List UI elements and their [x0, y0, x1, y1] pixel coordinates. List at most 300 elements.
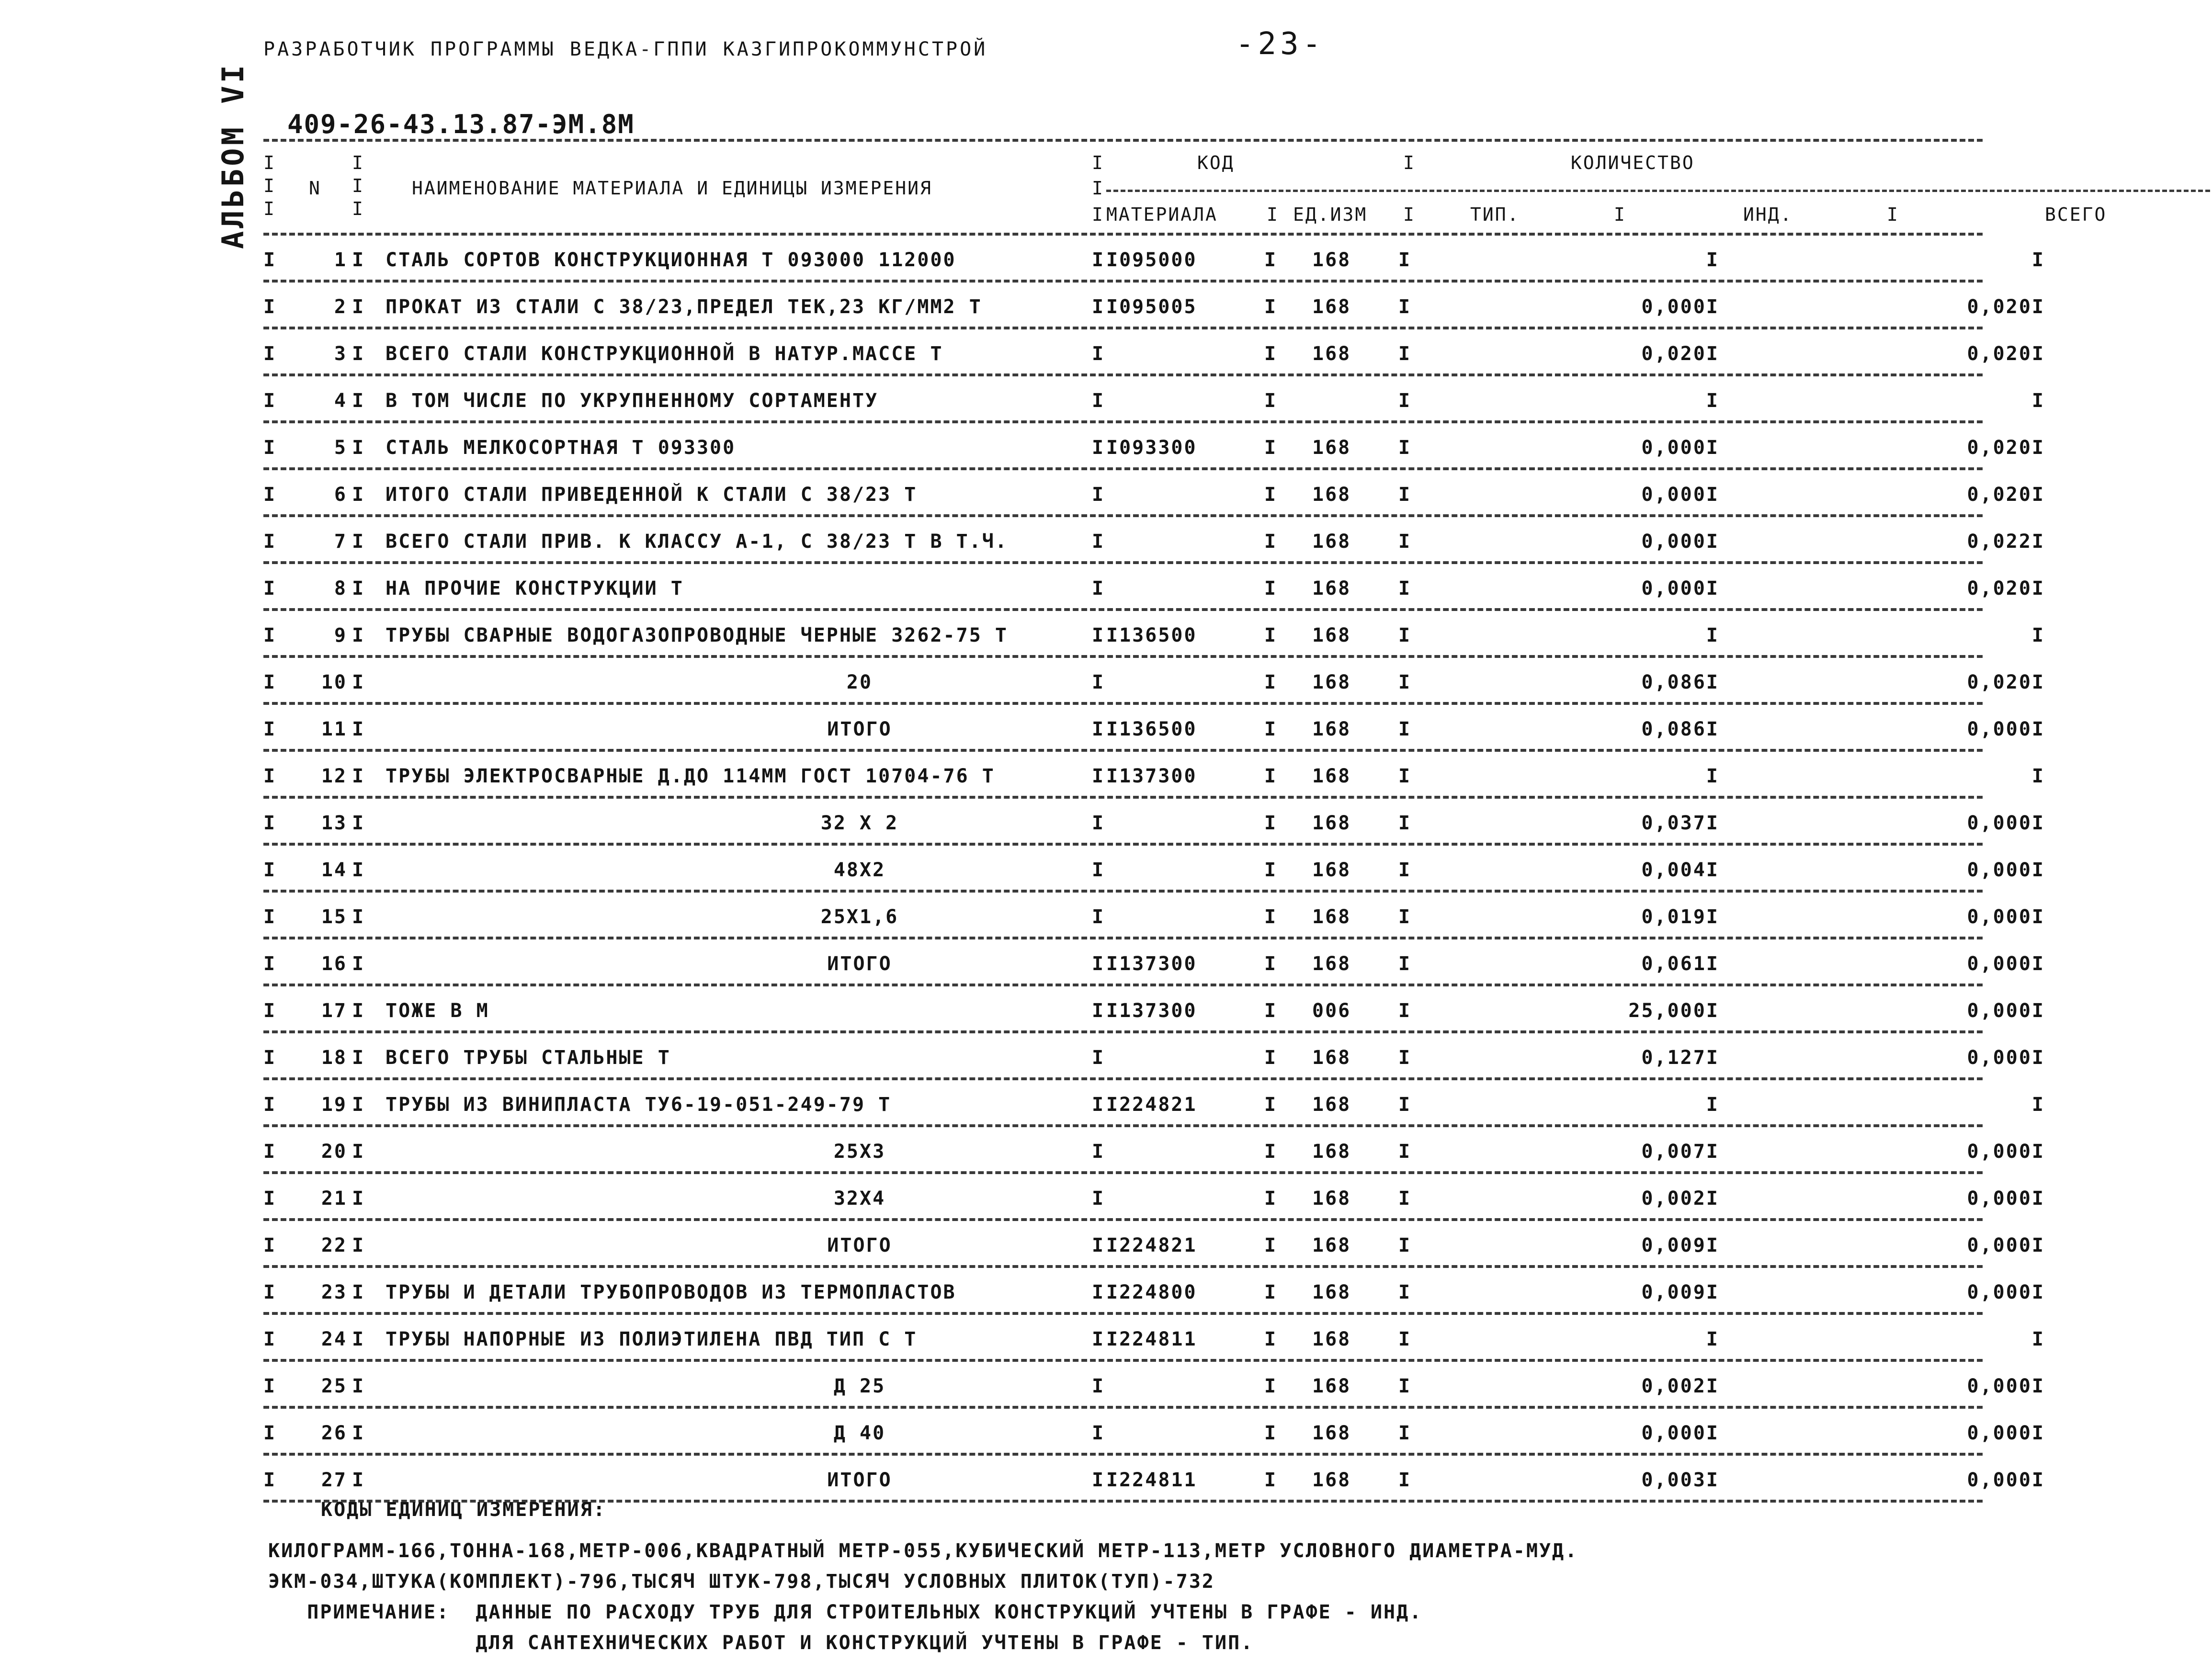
header-border: I: [1267, 204, 1279, 225]
row-qty-ind: 0,020I: [1967, 671, 2045, 693]
row-qty-total: [2050, 1281, 2212, 1303]
row-qty-ind: 0,020I: [1967, 296, 2045, 318]
row-unit-code: 168: [1312, 859, 1351, 881]
row-border: I: [1398, 1047, 1412, 1069]
row-border: I: [352, 531, 365, 553]
header-border: I: [1092, 152, 1104, 173]
row-unit-code: 168: [1312, 1141, 1351, 1163]
row-border: I: [1264, 249, 1278, 271]
row-border: I: [352, 1281, 365, 1303]
header-quantity: КОЛИЧЕСТВО: [1571, 152, 1695, 173]
row-number: 7: [334, 531, 347, 553]
row-border: I: [1092, 812, 1105, 834]
row-number: 18: [321, 1047, 347, 1069]
row-unit-code: 168: [1312, 249, 1351, 271]
row-qty-ind: 0,020I: [1967, 484, 2045, 506]
row-border: I: [1398, 531, 1412, 553]
row-qty-ind: I: [2031, 765, 2045, 787]
row-border: I: [352, 812, 365, 834]
row-unit-code: 168: [1312, 1188, 1351, 1210]
table-row: [263, 1221, 2045, 1265]
row-border: I: [352, 1141, 365, 1163]
row-border: I: [1092, 1328, 1105, 1350]
row-name: Д 40: [833, 1422, 886, 1444]
table-row: [263, 752, 2045, 796]
row-border: I: [352, 1047, 365, 1069]
row-qty-typ: I: [1706, 249, 1719, 271]
row-number: 20: [321, 1141, 347, 1163]
codes-title: КОДЫ ЕДИНИЦ ИЗМЕРЕНИЯ:: [321, 1499, 606, 1521]
row-material-code: I095000: [1106, 249, 1197, 271]
album-label: АЛЬБОМ VI: [216, 62, 250, 249]
row-name: ИТОГО: [827, 953, 892, 975]
page-number: -23-: [1236, 26, 1325, 62]
row-qty-ind: 0,000I: [1967, 1469, 2045, 1491]
row-material-code: I224821: [1106, 1234, 1197, 1256]
row-number: 24: [321, 1328, 347, 1350]
header-border-left: I: [263, 198, 276, 219]
row-qty-ind: 0,000I: [1967, 718, 2045, 740]
header-name: НАИМЕНОВАНИЕ МАТЕРИАЛА И ЕДИНИЦЫ ИЗМЕРЕНИЯ: [412, 178, 932, 199]
row-material-code: I095005: [1106, 296, 1197, 318]
row-border: I: [1398, 1141, 1412, 1163]
row-border: I: [1092, 1094, 1105, 1116]
row-unit-code: 168: [1312, 953, 1351, 975]
row-unit-code: 168: [1312, 1375, 1351, 1397]
row-qty-ind: I: [2031, 1094, 2045, 1116]
row-unit-code: 168: [1312, 1047, 1351, 1069]
row-border-left: I: [263, 1000, 277, 1022]
row-border: I: [352, 1234, 365, 1256]
row-number: 5: [334, 437, 347, 459]
table-row: [263, 236, 2045, 280]
table-row: [263, 1080, 2045, 1124]
row-qty-typ: 0,000I: [1641, 484, 1719, 506]
header-q-total: ВСЕГО: [2045, 204, 2107, 225]
row-qty-ind: 0,000I: [1967, 953, 2045, 975]
row-number: 6: [334, 484, 347, 506]
row-border-left: I: [263, 531, 277, 553]
header-num: N: [309, 178, 321, 199]
row-border: I: [352, 1094, 365, 1116]
row-number: 27: [321, 1469, 347, 1491]
row-qty-ind: 0,000I: [1967, 859, 2045, 881]
row-number: 16: [321, 953, 347, 975]
row-qty-typ: 0,000I: [1641, 1422, 1719, 1444]
row-material-code: I137300: [1106, 765, 1197, 787]
row-name: ИТОГО: [827, 1234, 892, 1256]
row-border: I: [352, 1422, 365, 1444]
header-border: I: [1614, 204, 1626, 225]
row-border: I: [1398, 484, 1412, 506]
row-number: 8: [334, 577, 347, 599]
header-code-material: МАТЕРИАЛА: [1106, 204, 1218, 225]
row-border: I: [1092, 718, 1105, 740]
row-border: I: [1092, 671, 1105, 693]
row-name: Д 25: [833, 1375, 886, 1397]
row-material-code: I224800: [1106, 1281, 1197, 1303]
row-border: I: [1264, 1094, 1278, 1116]
row-name: СТАЛЬ МЕЛКОСОРТНАЯ Т 093300: [386, 437, 736, 459]
table-row: [263, 893, 2045, 937]
row-qty-total: [2050, 437, 2212, 459]
row-qty-ind: I: [2031, 390, 2045, 412]
row-unit-code: 006: [1312, 1000, 1351, 1022]
table-row: [263, 376, 2045, 420]
row-number: 21: [321, 1188, 347, 1210]
row-name: ИТОГО СТАЛИ ПРИВЕДЕННОЙ К СТАЛИ С 38/23 Т: [386, 484, 918, 506]
table-row: [263, 1033, 2045, 1077]
row-border: I: [1264, 390, 1278, 412]
row-border: I: [1264, 812, 1278, 834]
row-name: 32 X 2: [820, 812, 899, 834]
row-unit-code: 168: [1312, 812, 1351, 834]
row-border: I: [1398, 1000, 1412, 1022]
row-unit-code: 168: [1312, 671, 1351, 693]
row-qty-ind: 0,020I: [1967, 343, 2045, 365]
row-border: I: [1398, 1234, 1412, 1256]
row-border: I: [1264, 1469, 1278, 1491]
row-number: 11: [321, 718, 347, 740]
row-name: ТОЖЕ В М: [386, 1000, 489, 1022]
row-qty-ind: 0,020I: [1967, 577, 2045, 599]
table-row: [263, 423, 2045, 467]
row-border-left: I: [263, 812, 277, 834]
row-border: I: [1092, 1141, 1105, 1163]
row-material-code: I137300: [1106, 953, 1197, 975]
row-qty-ind: 0,000I: [1967, 1422, 2045, 1444]
row-border: I: [352, 624, 365, 646]
row-border: I: [1398, 953, 1412, 975]
row-border: I: [1398, 1422, 1412, 1444]
row-qty-total: [2050, 906, 2212, 928]
table-row: [263, 705, 2045, 749]
row-border: I: [352, 343, 365, 365]
row-border: I: [1264, 484, 1278, 506]
row-unit-code: 168: [1312, 343, 1351, 365]
row-border: I: [1398, 1094, 1412, 1116]
table-row: [263, 986, 2045, 1030]
header-border: I: [1403, 204, 1416, 225]
row-border: I: [352, 437, 365, 459]
row-border: I: [1264, 531, 1278, 553]
row-border-left: I: [263, 1469, 277, 1491]
row-number: 22: [321, 1234, 347, 1256]
row-qty-typ: I: [1706, 1328, 1719, 1350]
row-number: 13: [321, 812, 347, 834]
row-qty-typ: 0,009I: [1641, 1281, 1719, 1303]
row-qty-total: [2050, 671, 2212, 693]
row-qty-total: [2050, 859, 2212, 881]
table-row: [263, 1315, 2045, 1359]
row-border: I: [1264, 1234, 1278, 1256]
row-border-left: I: [263, 577, 277, 599]
row-material-code: I224811: [1106, 1469, 1197, 1491]
header-code: КОД: [1197, 152, 1235, 173]
row-qty-typ: 0,020I: [1641, 343, 1719, 365]
row-border: I: [1092, 1234, 1105, 1256]
row-material-code: I224821: [1106, 1094, 1197, 1116]
header-q-typ: ТИП.: [1470, 204, 1520, 225]
row-border-left: I: [263, 906, 277, 928]
row-unit-code: 168: [1312, 437, 1351, 459]
row-border: I: [1398, 765, 1412, 787]
row-qty-typ: 0,127I: [1641, 1047, 1719, 1069]
row-border: I: [1092, 1375, 1105, 1397]
header-border: I: [1092, 204, 1104, 225]
row-border: I: [352, 296, 365, 318]
row-border: I: [1092, 484, 1105, 506]
row-border: I: [1264, 718, 1278, 740]
table-row: [263, 564, 2045, 608]
row-name: ТРУБЫ НАПОРНЫЕ ИЗ ПОЛИЭТИЛЕНА ПВД ТИП С Т: [386, 1328, 918, 1350]
row-qty-typ: 0,000I: [1641, 531, 1719, 553]
row-qty-ind: 0,000I: [1967, 812, 2045, 834]
table-row: [263, 658, 2045, 702]
row-qty-typ: I: [1706, 1094, 1719, 1116]
table-row: [263, 329, 2045, 373]
row-border: I: [1092, 1000, 1105, 1022]
row-border: I: [1092, 1422, 1105, 1444]
row-qty-total: [2050, 484, 2212, 506]
row-border: I: [1092, 437, 1105, 459]
row-qty-typ: 0,004I: [1641, 859, 1719, 881]
row-qty-typ: 0,003I: [1641, 1469, 1719, 1491]
row-qty-total: [2050, 1047, 2212, 1069]
row-number: 1: [334, 249, 347, 271]
row-border: I: [1092, 1188, 1105, 1210]
row-border: I: [352, 718, 365, 740]
row-border: I: [1092, 390, 1105, 412]
row-border-left: I: [263, 1281, 277, 1303]
row-name: ВСЕГО ТРУБЫ СТАЛЬНЫЕ Т: [386, 1047, 671, 1069]
row-material-code: I136500: [1106, 624, 1197, 646]
row-unit-code: 168: [1312, 718, 1351, 740]
row-border-left: I: [263, 1188, 277, 1210]
row-border: I: [1398, 671, 1412, 693]
row-border-left: I: [263, 1375, 277, 1397]
row-qty-ind: 0,000I: [1967, 1141, 2045, 1163]
row-border-left: I: [263, 718, 277, 740]
row-number: 4: [334, 390, 347, 412]
row-unit-code: 168: [1312, 624, 1351, 646]
row-name: ВСЕГО СТАЛИ ПРИВ. К КЛАССУ А-1, С 38/23 Т В Т.Ч.: [386, 531, 1008, 553]
row-name: 25X3: [833, 1141, 886, 1163]
row-material-code: I137300: [1106, 1000, 1197, 1022]
row-border: I: [1398, 906, 1412, 928]
row-border: I: [1398, 624, 1412, 646]
row-border: I: [1092, 1281, 1105, 1303]
row-qty-typ: 0,009I: [1641, 1234, 1719, 1256]
table-row: [263, 283, 2045, 327]
row-number: 26: [321, 1422, 347, 1444]
row-border-left: I: [263, 1094, 277, 1116]
row-unit-code: 168: [1312, 1469, 1351, 1491]
row-border: I: [352, 249, 365, 271]
row-number: 23: [321, 1281, 347, 1303]
row-qty-ind: 0,000I: [1967, 1375, 2045, 1397]
row-border: I: [1092, 906, 1105, 928]
row-name: 48X2: [833, 859, 886, 881]
row-border: I: [352, 484, 365, 506]
row-border: I: [1264, 1141, 1278, 1163]
row-name: ТРУБЫ ЭЛЕКТРОСВАРНЫЕ Д.ДО 114ММ ГОСТ 10704-76 Т: [386, 765, 995, 787]
row-name: ИТОГО: [827, 1469, 892, 1491]
table-row: [263, 1127, 2045, 1171]
header-border-left: I: [263, 175, 276, 196]
developer-line: РАЗРАБОТЧИК ПРОГРАММЫ ВЕДКА-ГППИ КАЗГИПРОКОММУНСТРОЙ: [263, 38, 988, 60]
row-border-left: I: [263, 953, 277, 975]
row-qty-typ: 0,002I: [1641, 1188, 1719, 1210]
row-qty-typ: 0,000I: [1641, 577, 1719, 599]
row-border-left: I: [263, 390, 277, 412]
row-unit-code: 168: [1312, 906, 1351, 928]
row-number: 19: [321, 1094, 347, 1116]
row-qty-typ: 0,086I: [1641, 671, 1719, 693]
row-border: I: [1398, 1375, 1412, 1397]
row-name: ПРОКАТ ИЗ СТАЛИ С 38/23,ПРЕДЕЛ ТЕК,23 КГ/ММ2 Т: [386, 296, 982, 318]
row-unit-code: 168: [1312, 1328, 1351, 1350]
row-unit-code: 168: [1312, 484, 1351, 506]
row-number: 14: [321, 859, 347, 881]
row-qty-ind: 0,020I: [1967, 437, 2045, 459]
row-number: 17: [321, 1000, 347, 1022]
row-border: I: [1264, 296, 1278, 318]
row-name: СТАЛЬ СОРТОВ КОНСТРУКЦИОННАЯ Т 093000 112000: [386, 249, 956, 271]
row-border: I: [1092, 1047, 1105, 1069]
row-qty-typ: I: [1706, 765, 1719, 787]
row-border: I: [1398, 343, 1412, 365]
row-qty-total: [2050, 1000, 2212, 1022]
row-material-code: I093300: [1106, 437, 1197, 459]
table-body: [263, 236, 2045, 1503]
row-material-code: I224811: [1106, 1328, 1197, 1350]
row-qty-total: [2050, 812, 2212, 834]
row-qty-total: [2050, 718, 2212, 740]
table-row: [263, 939, 2045, 984]
table-row: [263, 1409, 2045, 1453]
row-border: I: [1398, 1328, 1412, 1350]
row-border: I: [1398, 577, 1412, 599]
row-qty-ind: 0,000I: [1967, 1281, 2045, 1303]
codes-line-1: КИЛОГРАММ-166,ТОННА-168,МЕТР-006,КВАДРАТНЫЙ МЕТР-055,КУБИЧЕСКИЙ МЕТР-113,МЕТР УСЛОВНОГО ДИАМЕТРА-МУД.: [268, 1540, 1578, 1562]
row-border: I: [1092, 624, 1105, 646]
row-border: I: [352, 671, 365, 693]
row-border-left: I: [263, 484, 277, 506]
row-qty-typ: 0,000I: [1641, 437, 1719, 459]
row-qty-ind: I: [2031, 624, 2045, 646]
table-row: [263, 1362, 2045, 1406]
row-unit-code: 168: [1312, 1281, 1351, 1303]
row-border: I: [1398, 390, 1412, 412]
row-border-left: I: [263, 1328, 277, 1350]
row-unit-code: 168: [1312, 577, 1351, 599]
row-number: 15: [321, 906, 347, 928]
row-border: I: [1264, 1281, 1278, 1303]
row-border: I: [352, 906, 365, 928]
row-border: I: [1264, 906, 1278, 928]
row-border: I: [352, 1188, 365, 1210]
row-border: I: [1264, 624, 1278, 646]
row-qty-typ: 0,019I: [1641, 906, 1719, 928]
row-border-left: I: [263, 859, 277, 881]
row-name: 25X1,6: [820, 906, 899, 928]
row-qty-total: [2050, 343, 2212, 365]
row-border: I: [1398, 718, 1412, 740]
row-border: I: [352, 1000, 365, 1022]
row-border: I: [1092, 765, 1105, 787]
row-qty-total: [2050, 296, 2212, 318]
row-name: ТРУБЫ И ДЕТАЛИ ТРУБОПРОВОДОВ ИЗ ТЕРМОПЛАСТОВ: [386, 1281, 956, 1303]
row-qty-ind: 0,000I: [1967, 1047, 2045, 1069]
row-unit-code: 168: [1312, 1422, 1351, 1444]
row-name: ИТОГО: [827, 718, 892, 740]
row-qty-total: [2050, 953, 2212, 975]
row-qty-total: [2050, 1469, 2212, 1491]
row-border-left: I: [263, 624, 277, 646]
header-border: I: [352, 152, 364, 173]
header-border: I: [1092, 178, 1104, 199]
table-row: [263, 1174, 2045, 1218]
row-number: 3: [334, 343, 347, 365]
table-row: [263, 470, 2045, 514]
row-border-left: I: [263, 249, 277, 271]
row-border: I: [352, 1328, 365, 1350]
row-border-left: I: [263, 1141, 277, 1163]
row-border-left: I: [263, 765, 277, 787]
row-border: I: [1398, 859, 1412, 881]
row-border: I: [1398, 812, 1412, 834]
note-line-2: ДЛЯ САНТЕХНИЧЕСКИХ РАБОТ И КОНСТРУКЦИЙ УЧТЕНЫ В ГРАФЕ - ТИП.: [268, 1632, 1254, 1654]
row-border: I: [1398, 437, 1412, 459]
row-border-left: I: [263, 343, 277, 365]
row-border: I: [1264, 1047, 1278, 1069]
row-border: I: [1092, 577, 1105, 599]
row-border-left: I: [263, 1047, 277, 1069]
document-number: 409-26-43.13.87-ЭМ.8М: [287, 109, 635, 139]
row-number: 2: [334, 296, 347, 318]
row-border: I: [1398, 296, 1412, 318]
row-qty-ind: 0,000I: [1967, 906, 2045, 928]
row-border: I: [1264, 953, 1278, 975]
header-q-ind: ИНД.: [1743, 204, 1793, 225]
row-border: I: [352, 953, 365, 975]
row-qty-total: [2050, 531, 2212, 553]
row-border-left: I: [263, 437, 277, 459]
row-border: I: [1092, 296, 1105, 318]
row-name: ТРУБЫ ИЗ ВИНИПЛАСТА ТУ6-19-051-249-79 Т: [386, 1094, 892, 1116]
row-qty-typ: 25,000I: [1628, 1000, 1719, 1022]
table-row: [263, 1268, 2045, 1312]
row-qty-ind: 0,000I: [1967, 1188, 2045, 1210]
row-border: I: [1264, 1000, 1278, 1022]
row-qty-ind: 0,000I: [1967, 1234, 2045, 1256]
header-code-unit: ЕД.ИЗМ: [1293, 204, 1368, 225]
row-border: I: [1092, 343, 1105, 365]
row-number: 9: [334, 624, 347, 646]
row-border: I: [1398, 1281, 1412, 1303]
row-border: I: [1264, 765, 1278, 787]
row-border: I: [1092, 859, 1105, 881]
row-qty-total: [2050, 1141, 2212, 1163]
row-qty-total: [2050, 577, 2212, 599]
row-border: I: [1264, 1188, 1278, 1210]
row-unit-code: 168: [1312, 1234, 1351, 1256]
row-qty-typ: 0,000I: [1641, 296, 1719, 318]
table-row: [263, 1456, 2045, 1500]
row-qty-typ: 0,007I: [1641, 1141, 1719, 1163]
row-name: 20: [846, 671, 873, 693]
